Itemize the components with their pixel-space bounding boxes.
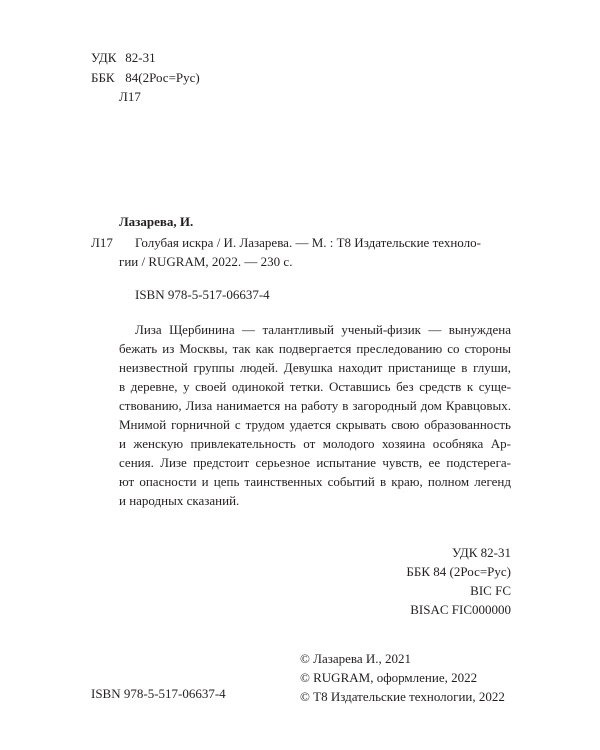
copyright-block bbox=[300, 649, 505, 706]
classification-bottom bbox=[406, 543, 511, 619]
bibliographic-line-1: Голубая искра / И. Лазарева. — М. : Т8 Издательские техноло- bbox=[135, 235, 481, 250]
copyright-line: © RUGRAM, оформление, 2022 bbox=[300, 670, 478, 685]
annotation-line: и женскую привлекательность от молодого хозяина особняка Ар- bbox=[119, 436, 511, 451]
udk-value: 82-31 bbox=[125, 50, 156, 65]
annotation-line: сения. Лизе предстоит серьезное испытание чувств, ее подстерега- bbox=[119, 455, 511, 470]
author-name: Лазарева, И. bbox=[119, 214, 194, 229]
udk-label: УДК bbox=[91, 50, 117, 65]
isbn-main: ISBN 978-5-517-06637-4 bbox=[135, 287, 270, 302]
bisac-code: BISAC FIC000000 bbox=[410, 602, 511, 617]
annotation-line: ствованию, Лиза нанимается на работу в загородный дом Кравцовых. bbox=[119, 398, 511, 413]
author-mark-side: Л17 bbox=[91, 235, 113, 250]
udk-row bbox=[91, 49, 156, 67]
isbn-bottom: ISBN 978-5-517-06637-4 bbox=[91, 686, 226, 701]
udk-bottom: УДК 82-31 bbox=[451, 545, 511, 560]
annotation-line: Лиза Щербинина — талантливый ученый-физик — вынуждена bbox=[135, 322, 511, 337]
bbk-label: ББК bbox=[91, 70, 115, 85]
bbk-row bbox=[91, 69, 200, 87]
annotation-line: неизвестной группы людей. Девушка находит пристанище в глуши, bbox=[119, 360, 511, 375]
annotation-line: Мнимой горничной с трудом удается скрывать свою образованность bbox=[119, 417, 511, 432]
annotation-line: бежать из Москвы, так как подвергается преследованию со стороны bbox=[119, 341, 511, 356]
bibliographic-line-2: гии / RUGRAM, 2022. — 230 с. bbox=[119, 254, 293, 269]
author-mark-top: Л17 bbox=[119, 89, 141, 104]
copyright-line: © Лазарева И., 2021 bbox=[300, 651, 412, 666]
copyright-line: © Т8 Издательские технологии, 2022 bbox=[300, 689, 505, 704]
annotation-line: и народных сказаний. bbox=[119, 493, 240, 508]
bbk-bottom: ББК 84 (2Рос=Рус) bbox=[406, 564, 511, 579]
bic-code: BIC FC bbox=[470, 583, 511, 598]
annotation-line: в деревне, у своей одинокой тетки. Оставшись без средств к суще- bbox=[119, 379, 511, 394]
annotation-line: ют опасности и цепь таинственных событий в краю, полном легенд bbox=[119, 474, 511, 489]
bbk-value: 84(2Рос=Рус) bbox=[125, 70, 200, 85]
